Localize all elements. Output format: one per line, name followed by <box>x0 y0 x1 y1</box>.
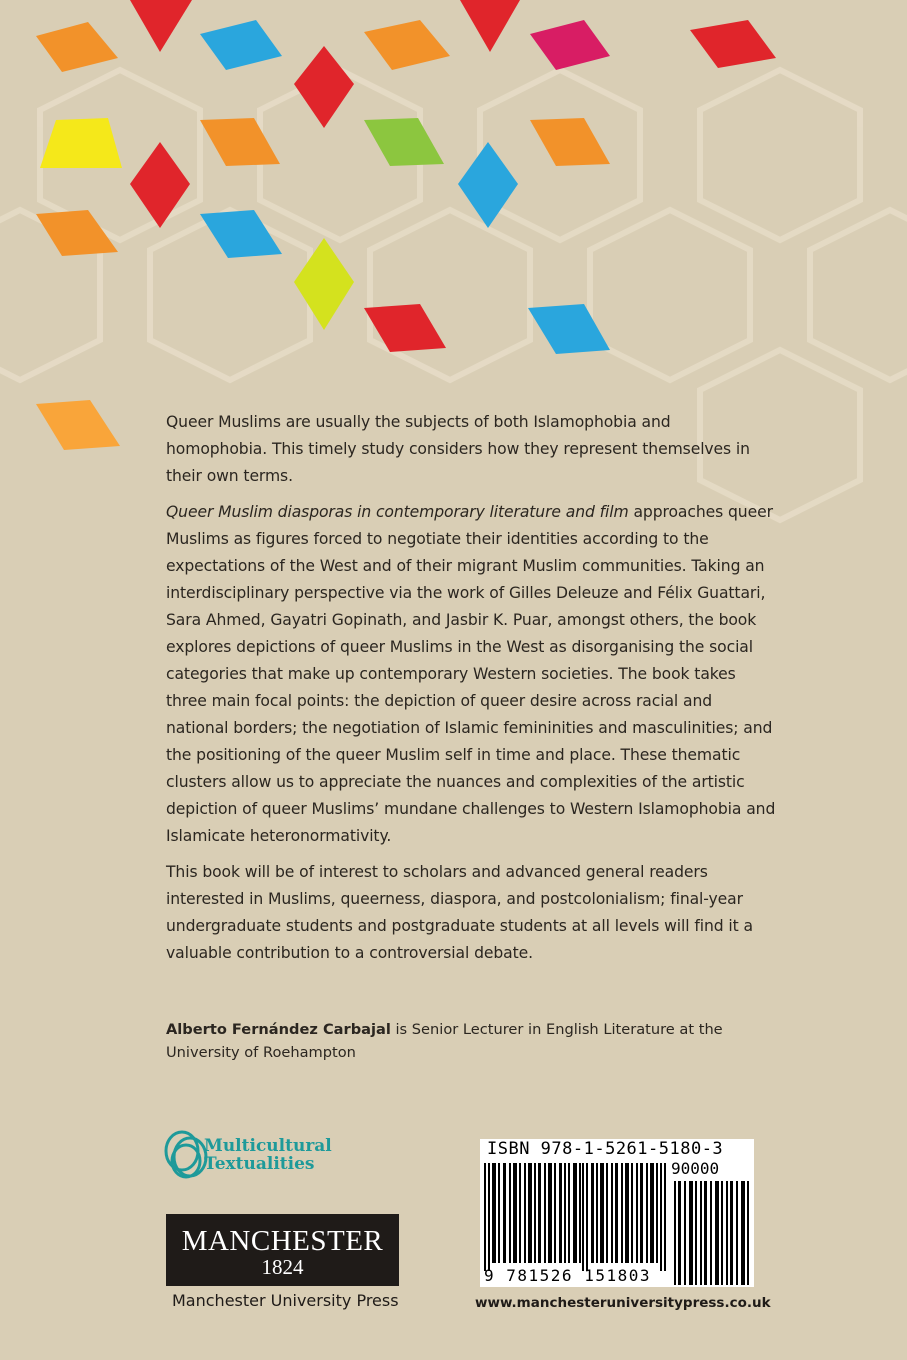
author-bio <box>166 1018 726 1064</box>
publisher-website: www.manchesteruniversitypress.co.uk <box>475 1295 771 1311</box>
series-logo-line2: Textualities <box>204 1154 315 1174</box>
diamond-orange <box>36 22 118 72</box>
diamond-red <box>690 20 776 68</box>
author-name: Alberto Fernández Carbajal <box>166 1021 391 1038</box>
publisher-logo <box>166 1214 399 1286</box>
series-logo-line1: Multicultural <box>204 1136 332 1156</box>
blurb-paragraph-3: This book will be of interest to scholars and advanced general readers interested in Muslims, queerness, diaspora, and postcolonialism; final-year undergraduate students and postgraduate students at all levels will find it a valuable contribution to a controversial debate. <box>166 863 753 962</box>
publisher-logo-year: 1824 <box>261 1255 304 1279</box>
isbn-number: ISBN 978-1-5261-5180-3 <box>487 1139 724 1159</box>
diamond-pink <box>530 20 610 70</box>
price-addon: 90000 <box>671 1159 720 1178</box>
book-title-italic: Queer Muslim diasporas in contemporary literature and film <box>166 503 629 521</box>
diamond-red <box>460 0 520 52</box>
publisher-logo-name: MANCHESTER <box>181 1225 384 1257</box>
diamond-yellow <box>40 118 122 168</box>
series-logo-text <box>204 1137 332 1173</box>
diamond-green <box>364 118 444 166</box>
blurb-paragraph-1: Queer Muslims are usually the subjects of both Islamophobia and homophobia. This timely study considers how they represent themselves in their own terms. <box>166 413 750 485</box>
diamond-orange <box>364 20 450 70</box>
diamond-orange <box>200 118 280 166</box>
diamond-yellow <box>294 238 354 330</box>
back-cover-blurb <box>166 409 776 976</box>
diamond-orange <box>530 118 610 166</box>
diamond-blue <box>200 20 282 70</box>
diamond-red <box>130 0 192 52</box>
ean-number: 9 781526 151803 <box>484 1266 651 1285</box>
diamond-blue <box>528 304 610 354</box>
blurb-paragraph-2-text: approaches queer Muslims as figures forced to negotiate their identities according to the expectations of the West and of their migrant Muslim communities. Taking an interdisciplinary perspective via the work of Gilles Deleuze and Félix Guattari, Sara Ahmed, Gayatri Gopinath, and Jasbir K. Puar, amongst others, the book explores depictions of queer Muslims in the West as disorganising the social categories that make up contemporary Western societies. The book takes three main focal points: the depiction of queer desire across racial and national borders; the negotiation of Islamic femininities and masculinities; and the positioning of the queer Muslim self in time and place. These thematic clusters allow us to appreciate the nuances and complexities of the artistic depiction of queer Muslims’ mundane challenges to Western Islamophobia and Islamicate heteronormativity. <box>166 503 776 845</box>
author-bio-text: is Senior Lecturer in English Literature at the University of Roehampton <box>166 1021 723 1061</box>
blurb-paragraph-2 <box>166 499 776 850</box>
diamond-red <box>130 142 190 228</box>
diamond-blue <box>200 210 282 258</box>
publisher-name: Manchester University Press <box>172 1291 399 1310</box>
diamond-red <box>294 46 354 128</box>
diamond-orange <box>36 400 120 450</box>
